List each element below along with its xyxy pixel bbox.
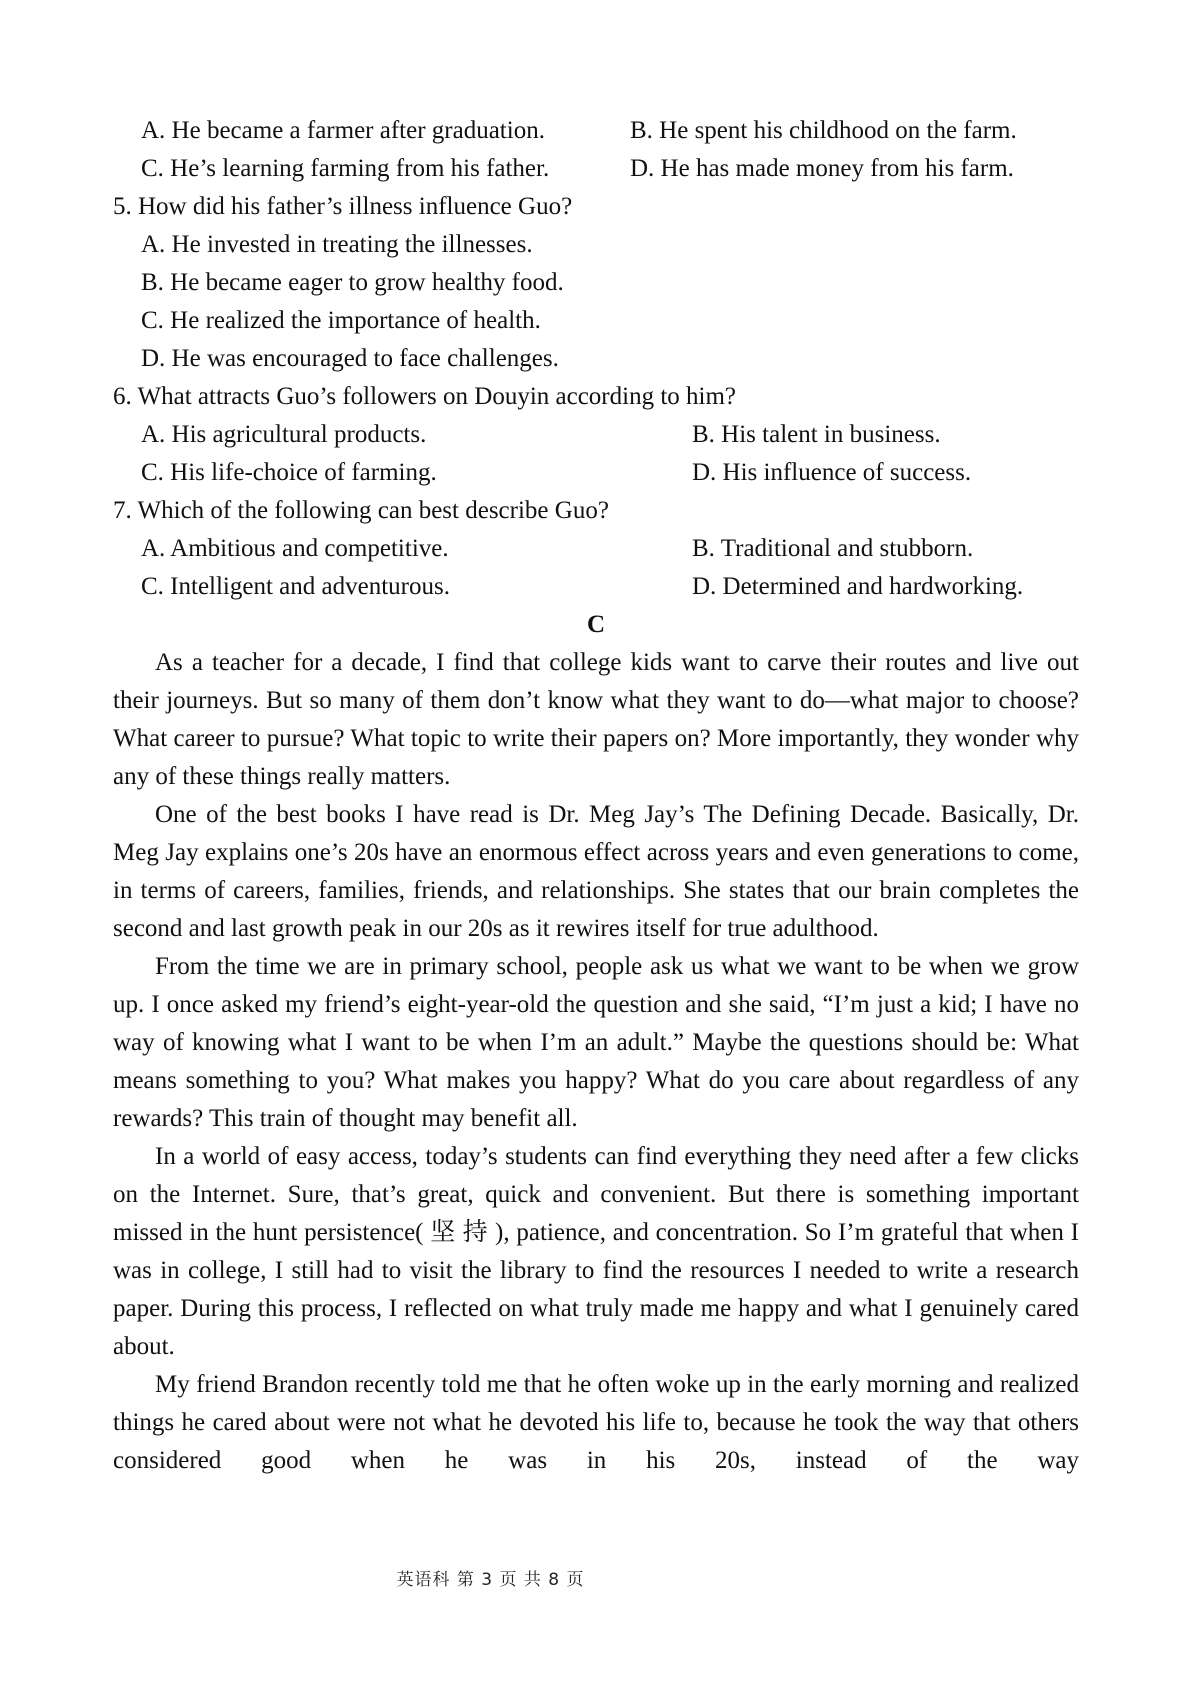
q5-option-c: C. He realized the importance of health. <box>141 307 541 334</box>
q6-option-a: A. His agricultural products. <box>141 421 427 448</box>
q5-option-a: A. He invested in treating the illnesses. <box>141 231 533 258</box>
q7-option-a: A. Ambitious and competitive. <box>141 535 449 562</box>
q7-options-row-1 <box>113 530 1079 568</box>
q5-option-d: D. He was encouraged to face challenges. <box>141 345 559 372</box>
q6-stem: 6. What attracts Guo’s followers on Douyin according to him? <box>113 383 737 410</box>
passage-paragraph-1: As a teacher for a decade, I find that college kids want to carve their routes and live out their journeys. But so many of them don’t know what they want to do—what major to choose? What career to pursue? What topic to write their papers on? More importantly, they wonder why any of these things really matters. <box>113 649 1079 790</box>
q5-option-b: B. He became eager to grow healthy food. <box>141 269 564 296</box>
passage-paragraph-5: My friend Brandon recently told me that he often woke up in the early morning and realized things he cared about were not what he devoted his life to, because he took the way that others considered good when he was in his 20s, instead of the way <box>113 1371 1079 1474</box>
q7-stem: 7. Which of the following can best describe Guo? <box>113 497 609 524</box>
q5-stem: 5. How did his father’s illness influence Guo? <box>113 193 573 220</box>
q6-options-row-1 <box>113 416 1079 454</box>
q4-option-b: B. He spent his childhood on the farm. <box>630 117 1017 144</box>
q7-options-row-2 <box>113 568 1079 606</box>
exam-page <box>113 112 1079 1480</box>
q4-option-c: C. He’s learning farming from his father. <box>141 155 550 182</box>
passage-paragraph-4: In a world of easy access, today’s students can find everything they need after a few clicks on the Internet. Sure, that’s great, quick and convenient. But there is something important missed in the hunt persistence( 坚 持 ), patience, and concentration. So I’m grateful that when I was in college, I still had to visit the library to find the resources I needed to write a research paper. During this process, I reflected on what truly made me happy and what I genuinely cared about. <box>113 1143 1079 1360</box>
q7-option-b: B. Traditional and stubborn. <box>692 535 974 562</box>
q7-option-c: C. Intelligent and adventurous. <box>141 573 450 600</box>
q4-options-row-1 <box>113 112 1079 150</box>
q6-option-b: B. His talent in business. <box>692 421 941 448</box>
section-c-title: C <box>586 611 606 638</box>
passage-paragraph-3: From the time we are in primary school, people ask us what we want to be when we grow up. I once asked my friend’s eight-year-old the question and she said, “I’m just a kid; I have no way of knowing what I want to be when I’m an adult.” Maybe the questions should be: What means something to you? What makes you happy? What do you care about regardless of any rewards? This train of thought may benefit all. <box>113 953 1079 1132</box>
page-footer: 英语科 第 3 页 共 8 页 <box>396 1570 585 1590</box>
passage-paragraph-2: One of the best books I have read is Dr. Meg Jay’s The Defining Decade. Basically, Dr. Meg Jay explains one’s 20s have an enormous effect across years and even generations to come, in terms of careers, families, friends, and relationships. She states that our brain completes the second and last growth peak in our 20s as it rewires itself for true adulthood. <box>113 801 1079 942</box>
q4-option-d: D. He has made money from his farm. <box>630 155 1014 182</box>
q4-option-a: A. He became a farmer after graduation. <box>141 117 545 144</box>
q6-option-c: C. His life-choice of farming. <box>141 459 437 486</box>
q6-options-row-2 <box>113 454 1079 492</box>
q7-option-d: D. Determined and hardworking. <box>692 573 1024 600</box>
q4-options-row-2 <box>113 150 1079 188</box>
q6-option-d: D. His influence of success. <box>692 459 972 486</box>
